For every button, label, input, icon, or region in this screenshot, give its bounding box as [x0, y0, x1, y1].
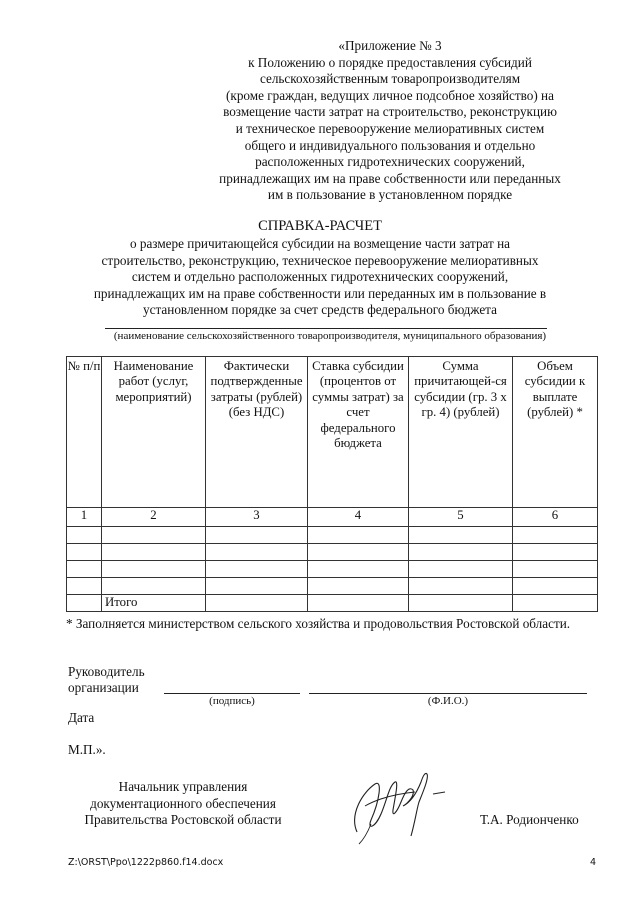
table-cell[interactable]: [513, 595, 598, 612]
table-cell[interactable]: [206, 578, 308, 595]
appendix-line: к Положению о порядке предоставления субсидий: [248, 54, 532, 70]
table-cell[interactable]: [308, 527, 409, 544]
appendix-line: «Приложение № 3: [338, 38, 442, 53]
table-cell[interactable]: [409, 561, 513, 578]
appendix-line: и техническое перевооружение мелиоративных систем: [235, 120, 545, 136]
official-name: Т.А. Родионченко: [480, 812, 579, 827]
official-position-line: Начальник управления: [118, 779, 248, 794]
table-cell[interactable]: [206, 527, 308, 544]
organization-label: организации: [68, 680, 139, 695]
subtitle-line: установленном порядке за счет средств федерального бюджета: [143, 302, 497, 318]
table-cell[interactable]: [308, 578, 409, 595]
stamp-label: М.П.».: [68, 742, 106, 757]
table-cell[interactable]: [102, 578, 206, 595]
column-number-cell: 3: [206, 508, 308, 527]
column-number-row: [67, 508, 598, 527]
producer-name-caption: (наименование сельскохозяйственного товаропроизводителя, муниципального образования): [113, 330, 547, 342]
table-row: [67, 578, 598, 595]
appendix-line: общего и индивидуального пользования и отдельно: [244, 137, 536, 153]
official-position-line: Правительства Ростовской области: [84, 812, 282, 828]
table-cell[interactable]: [409, 578, 513, 595]
table-cell[interactable]: [206, 595, 308, 612]
producer-name-field[interactable]: [105, 328, 547, 329]
column-number-cell: 2: [102, 508, 206, 527]
table-cell[interactable]: [67, 544, 102, 561]
table-cell[interactable]: [308, 595, 409, 612]
total-row: [67, 595, 598, 612]
table-cell[interactable]: [67, 595, 102, 612]
official-position: [68, 779, 298, 829]
column-number-cell: 5: [409, 508, 513, 527]
page-number: 4: [590, 857, 597, 868]
file-path: Z:\ORST\Ppo\1222p860.f14.docx: [68, 857, 224, 868]
table-row: [67, 561, 598, 578]
subtitle-line: строительство, реконструкцию, техническое перевооружение мелиоративных: [101, 252, 539, 268]
table-row: [67, 544, 598, 561]
document-title: СПРАВКА-РАСЧЕТ: [258, 218, 382, 234]
table-cell[interactable]: [67, 527, 102, 544]
official-position-line: документационного обеспечения: [90, 795, 276, 811]
subsidy-table: [66, 356, 598, 612]
handwritten-signature: [345, 762, 455, 850]
full-name-caption: (Ф.И.О.): [427, 695, 469, 707]
appendix-line: сельскохозяйственным товаропроизводителям: [259, 71, 521, 87]
table-cell[interactable]: [102, 527, 206, 544]
table-cell[interactable]: [102, 561, 206, 578]
table-cell[interactable]: [206, 561, 308, 578]
header-cell: Сумма причитающей-ся субсидии (гр. 3 х гр. 4) (рублей): [409, 357, 513, 508]
column-number-cell: 4: [308, 508, 409, 527]
signature-caption: (подпись): [209, 695, 255, 707]
table-cell[interactable]: [308, 544, 409, 561]
table-cell[interactable]: [409, 527, 513, 544]
subtitle-line: о размере причитающейся субсидии на возмещение части затрат на: [129, 236, 511, 251]
table-cell[interactable]: [513, 578, 598, 595]
appendix-line: расположенных гидротехнических сооружений,: [255, 154, 525, 170]
table-cell[interactable]: [513, 561, 598, 578]
subtitle-line: систем и отдельно расположенных гидротехнических сооружений,: [131, 269, 509, 285]
appendix-header: [180, 38, 600, 204]
appendix-line: возмещение части затрат на строительство, реконструкцию: [223, 104, 557, 120]
table-cell[interactable]: [67, 578, 102, 595]
table-cell[interactable]: [409, 544, 513, 561]
date-label: Дата: [68, 710, 95, 725]
footnote: * Заполняется министерством сельского хозяйства и продовольствия Ростовской области.: [66, 616, 571, 631]
full-name-line[interactable]: [309, 693, 587, 694]
appendix-line: им в пользование в установленном порядке: [267, 187, 513, 203]
header-cell: Наименование работ (услуг, мероприятий): [102, 357, 206, 508]
table-cell[interactable]: [67, 561, 102, 578]
table-header-row: [67, 357, 598, 508]
document-subtitle: [55, 236, 585, 319]
column-number-cell: 6: [513, 508, 598, 527]
table-cell[interactable]: [513, 527, 598, 544]
signature-line[interactable]: [164, 693, 300, 694]
table-cell[interactable]: [409, 595, 513, 612]
header-cell: № п/п: [67, 357, 102, 508]
column-number-cell: 1: [67, 508, 102, 527]
appendix-line: принадлежащих им на праве собственности или переданных: [219, 170, 561, 186]
subtitle-line: принадлежащих им на праве собственности или переданных им в пользование в: [93, 285, 547, 301]
appendix-line: (кроме граждан, ведущих личное подсобное хозяйство) на: [226, 87, 554, 103]
header-cell: Объем субсидии к выплате (рублей) *: [513, 357, 598, 508]
table-row: [67, 527, 598, 544]
header-cell: Ставка субсидии (процентов от суммы затрат) за счет федерального бюджета: [308, 357, 409, 508]
table-cell[interactable]: [206, 544, 308, 561]
table-cell[interactable]: [308, 561, 409, 578]
header-cell: Фактически подтвержденные затраты (рублей) (без НДС): [206, 357, 308, 508]
head-label: Руководитель: [68, 664, 145, 679]
table-cell[interactable]: [102, 544, 206, 561]
table-cell[interactable]: [513, 544, 598, 561]
total-label: Итого: [102, 595, 206, 612]
